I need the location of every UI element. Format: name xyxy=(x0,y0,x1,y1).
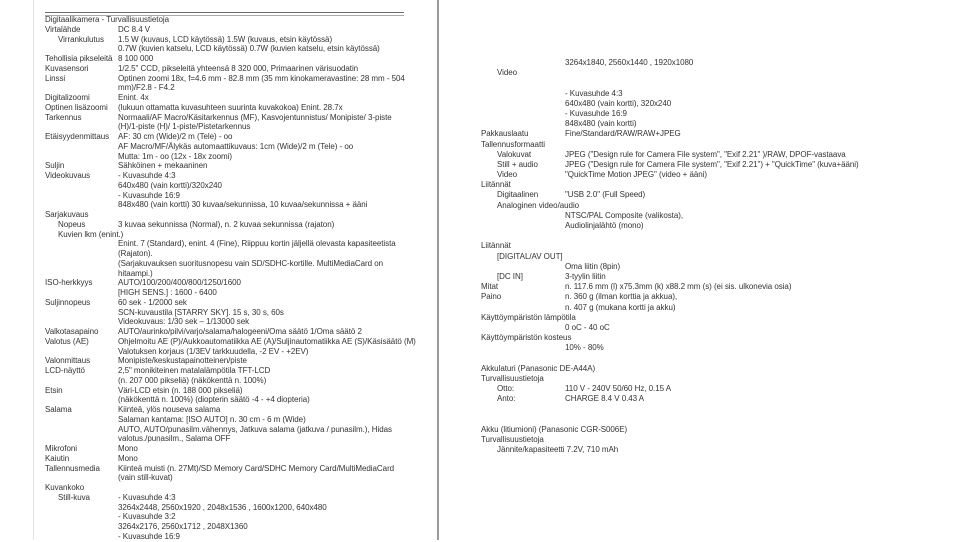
spec-line xyxy=(481,425,956,435)
spec-line xyxy=(481,170,956,180)
spec-label: Optinen lisäzoomi xyxy=(45,102,108,112)
spec-line xyxy=(481,333,956,343)
spec-value: Mutta: 1m - oo (12x - 18x zoomi) xyxy=(118,151,232,161)
spec-value: 3264x2448, 2560x1920 , 2048x1536 , 1600x1200, 640x480 xyxy=(118,502,327,512)
spec-line xyxy=(481,435,956,445)
spec-line xyxy=(45,230,437,240)
spec-value: DC 8.4 V xyxy=(118,24,151,34)
spec-line xyxy=(481,272,956,282)
spec-line xyxy=(45,308,437,318)
spec-line xyxy=(481,313,956,323)
spec-value: 0.7W (kuvien katselu, LCD käytössä) 0.7W (kuvien katselu, etsin käytössä) xyxy=(118,44,380,54)
spec-line xyxy=(481,282,956,292)
spec-value: Normaali/AF Macro/Käsitarkennus (MF), Kasvojentunnistus/ Monipiste/ 3-piste xyxy=(118,112,392,122)
spec-label: ISO-herkkyys xyxy=(45,278,93,288)
spec-line xyxy=(45,356,437,366)
spec-value: Väri-LCD etsin (n. 188 000 pikseliä) xyxy=(118,385,243,395)
spec-value: 8 100 000 xyxy=(118,54,154,63)
spec-line xyxy=(45,395,437,405)
spec-label: LCD-näyttö xyxy=(45,366,85,375)
spec-line xyxy=(45,464,437,474)
spec-line xyxy=(481,221,956,231)
spec-label: Virtalähde xyxy=(45,24,81,34)
spec-line xyxy=(481,58,956,68)
spec-value: SCN-kuvaustila [STARRY SKY]. 15 s, 30 s, 60s xyxy=(118,307,284,317)
spec-label: Digitaalinen xyxy=(497,190,539,200)
spec-value: Kiinteä muisti (n. 27Mt)/SD Memory Card/SDHC Memory Card/MultiMediaCard xyxy=(118,463,395,473)
spec-label: Tallennusformaatti xyxy=(481,139,546,149)
spec-line xyxy=(45,269,437,279)
spec-value: Kiinteä, ylös nouseva salama xyxy=(118,405,221,414)
spec-value: - Kuvasuhde 16:9 xyxy=(118,531,180,541)
spec-label: Kaiutin xyxy=(45,453,70,463)
spec-value: NTSC/PAL Composite (valikosta), xyxy=(565,210,684,220)
spec-line xyxy=(481,404,956,414)
spec-label: Jännite/kapasiteetti 7.2V, 710 mAh xyxy=(497,445,619,455)
spec-label: Kuvankoko xyxy=(45,483,85,492)
spec-value: Fine/Standard/RAW/RAW+JPEG xyxy=(565,129,681,139)
spec-line xyxy=(45,278,437,288)
spec-label: [DIGITAL/AV OUT] xyxy=(497,251,563,261)
spec-line xyxy=(45,376,437,386)
spec-value: (näkökenttä n. 100%) (diopterin säätö -4 - +4 diopteria) xyxy=(118,395,310,405)
spec-label: Akkulaturi (Panasonic DE-A44A) xyxy=(481,363,596,373)
spec-value: (H)/1-piste (H)/ 1-piste/Pistetarkennus xyxy=(118,122,251,132)
spec-label: Mitat xyxy=(481,282,499,292)
spec-line xyxy=(45,191,437,201)
spec-value: n. 360 g (ilman korttia ja akkua), xyxy=(565,292,678,302)
spec-value: 3 kuvaa sekunnissa (Normal), n. 2 kuvaa sekunnissa (rajaton) xyxy=(118,219,335,229)
spec-line xyxy=(45,288,437,298)
spec-value: valotus./punasilm., Salama OFF xyxy=(118,434,231,444)
spec-value: 3264x2176, 2560x1712 , 2048X1360 xyxy=(118,522,248,531)
spec-line xyxy=(45,142,437,152)
spec-label: Video xyxy=(497,170,518,180)
spec-line xyxy=(45,15,437,25)
spec-label: Valotus (AE) xyxy=(45,336,89,346)
spec-label: Liitännät xyxy=(481,180,511,190)
spec-label: Virrankulutus xyxy=(58,34,104,44)
spec-value: "QuickTime Motion JPEG" (video + ääni) xyxy=(565,170,707,180)
spec-line xyxy=(45,386,437,396)
spec-line xyxy=(45,415,437,425)
spec-line xyxy=(45,347,437,357)
spec-value: 3-tyylin liitin xyxy=(565,271,606,281)
spec-value: n. 407 g (mukana kortti ja akku) xyxy=(565,302,676,312)
spec-line xyxy=(481,78,956,88)
spec-line xyxy=(45,181,437,191)
spec-value: 110 V - 240V 50/60 Hz, 0.15 A xyxy=(565,384,672,393)
spec-label: Video xyxy=(497,68,518,78)
spec-value: Videokuvaus: 1/30 sek – 1/13000 sek xyxy=(118,317,250,327)
spec-value: AUTO/aurinko/pilvi/varjo/salama/halogeeni/Oma säätö 1/Oma säätö 2 xyxy=(118,327,362,336)
spec-value: AUTO, AUTO/punasilm.vähennys, Jatkuva salama (jatkuva / punasilm.), Hidas xyxy=(118,424,392,434)
spec-line xyxy=(45,425,437,435)
spec-value: Valotuksen korjaus (1/3EV tarkkuudella, -2 EV - +2EV) xyxy=(118,346,309,356)
spec-value: 640x480 (vain kortti), 320x240 xyxy=(565,98,672,108)
spec-label: Tallennusmedia xyxy=(45,463,100,473)
spec-label: Valonmittaus xyxy=(45,356,91,366)
spec-value: n. 117.6 mm (l) x75.3mm (k) x88.2 mm (s) (ei sis. ulkonevia osia) xyxy=(565,282,792,292)
spec-value: Sähköinen + mekaaninen xyxy=(118,161,208,171)
spec-value: AUTO/100/200/400/800/1250/1600 xyxy=(118,278,241,288)
spec-label: Tehollisia pikseleitä xyxy=(45,54,113,63)
spec-label: Valkotasapaino xyxy=(45,327,99,336)
spec-value: 848x480 (vain kortti) 30 kuvaa/sekunnissa, 10 kuvaa/sekunnissa + ääni xyxy=(118,200,368,210)
spec-line xyxy=(481,119,956,129)
spec-label: Digitaalikamera - Turvallisuustietoja xyxy=(45,15,169,24)
spec-value: Optinen zoomi 18x, f=4.6 mm - 82.8 mm (35 mm kinokameravastine: 28 mm - 504 xyxy=(118,73,405,83)
spec-label: Suljin xyxy=(45,161,65,171)
spec-label: Kuvien lkm (enint.) xyxy=(58,229,124,239)
spec-line xyxy=(45,473,437,483)
spec-line xyxy=(45,239,437,249)
spec-line xyxy=(481,262,956,272)
spec-line xyxy=(481,140,956,150)
spec-line xyxy=(481,343,956,353)
spec-line xyxy=(45,532,437,542)
spec-line xyxy=(45,44,437,54)
spec-label: Valokuvat xyxy=(497,149,532,159)
spec-value: 3264x1840, 2560x1440 , 1920x1080 xyxy=(565,58,694,67)
spec-line xyxy=(45,113,437,123)
spec-line xyxy=(45,493,437,503)
spec-value: Monipiste/keskustapainotteinen/piste xyxy=(118,356,247,366)
spec-label: Pakkauslaatu xyxy=(481,129,529,139)
spec-line xyxy=(481,109,956,119)
spec-label: Still + audio xyxy=(497,159,538,169)
spec-line xyxy=(45,434,437,444)
spec-label: Tarkennus xyxy=(45,112,82,122)
spec-line xyxy=(45,503,437,513)
spec-value: 1/2.5" CCD, pikseleitä yhteensä 8 320 000, Primaarinen värisuodatin xyxy=(118,63,359,73)
spec-line xyxy=(45,298,437,308)
spec-label: Etäisyydenmittaus xyxy=(45,132,110,141)
spec-value: 640x480 (vain kortti)/320x240 xyxy=(118,180,222,190)
spec-line xyxy=(45,200,437,210)
spec-value: [HIGH SENS.] : 1600 - 6400 xyxy=(118,288,217,297)
spec-line xyxy=(45,366,437,376)
spec-line xyxy=(481,415,956,425)
spec-value: JPEG ("Design rule for Camera File system", "Exif 2.21") + "QuickTime" (kuva+ääni) xyxy=(565,159,859,169)
spec-value: (Sarjakuvauksen suoritusnopesu vain SD/SDHC-kortille. MultiMediaCard on xyxy=(118,258,384,268)
spec-page-2 xyxy=(481,58,956,455)
spec-value: (vain still-kuvat) xyxy=(118,473,173,483)
spec-line xyxy=(45,405,437,415)
spec-label: Käyttöympäristön lämpötila xyxy=(481,312,576,322)
spec-value: - Kuvasuhde 16:9 xyxy=(565,108,627,118)
spec-line xyxy=(45,317,437,327)
spec-label: Kuvasensori xyxy=(45,63,89,73)
spec-label: Suljinnopeus xyxy=(45,297,91,307)
spec-line xyxy=(45,512,437,522)
spec-line xyxy=(481,99,956,109)
spec-label: Still-kuva xyxy=(58,492,90,502)
spec-value: (n. 207 000 pikseliä) (näkökenttä n. 100%) xyxy=(118,375,267,385)
spec-line xyxy=(481,211,956,221)
spec-line xyxy=(481,353,956,363)
spec-value: - Kuvasuhde 4:3 xyxy=(118,171,176,180)
spec-value: CHARGE 8.4 V 0.43 A xyxy=(565,394,645,404)
spec-label: Turvallisuustietoja xyxy=(481,373,544,383)
spec-line xyxy=(481,89,956,99)
spec-line xyxy=(481,445,956,455)
spec-value: - Kuvasuhde 3:2 xyxy=(118,512,176,522)
spec-value: 60 sek - 1/2000 sek xyxy=(118,297,187,307)
spec-label: Paino xyxy=(481,292,502,302)
spec-line xyxy=(45,132,437,142)
spec-label: [DC IN] xyxy=(497,271,523,281)
spec-label: Turvallisuustietoja xyxy=(481,434,544,444)
spec-value: "USB 2.0" (Full Speed) xyxy=(565,190,646,200)
spec-value: Oma liitin (8pin) xyxy=(565,261,621,271)
spec-line xyxy=(45,337,437,347)
spec-line xyxy=(45,64,437,74)
spec-line xyxy=(481,201,956,211)
spec-value: AF: 30 cm (Wide)/2 m (Tele) - oo xyxy=(118,132,233,141)
spec-line xyxy=(45,220,437,230)
spec-label: Nopeus xyxy=(58,219,86,229)
spec-line xyxy=(481,129,956,139)
spec-line xyxy=(45,93,437,103)
spec-value: 848x480 (vain kortti) xyxy=(565,119,637,129)
spec-value: 1.5 W (kuvaus, LCD käytössä) 1.5W (kuvaus, etsin käytössä) xyxy=(118,34,333,44)
spec-label: Anto: xyxy=(497,394,516,404)
spec-line xyxy=(481,323,956,333)
spec-value: 10% - 80% xyxy=(565,343,604,353)
spec-value: Mono xyxy=(118,444,138,453)
spec-value: Salaman kantama: [ISO AUTO] n. 30 cm - 6 m (Wide) xyxy=(118,414,306,424)
spec-line xyxy=(481,231,956,241)
spec-label: Etsin xyxy=(45,385,63,395)
spec-line xyxy=(45,161,437,171)
spec-value: - Kuvasuhde 16:9 xyxy=(118,190,180,200)
spec-label: Videokuvaus xyxy=(45,171,91,180)
spec-line xyxy=(481,190,956,200)
spec-line xyxy=(45,171,437,181)
spec-label: Sarjakuvaus xyxy=(45,210,89,219)
spec-line xyxy=(45,259,437,269)
spec-line xyxy=(45,83,437,93)
spec-label: Otto: xyxy=(497,384,515,393)
spec-label: Käyttöympäristön kosteus xyxy=(481,333,572,343)
spec-value: Ohjelmoitu AE (P)/Aukkoautomatiikka AE (A)/Suljinautomatiikka AE (S)/Käsisäätö (M) xyxy=(118,336,416,346)
spec-value: (Rajaton). xyxy=(118,249,153,258)
spec-value: Mono xyxy=(118,453,138,463)
spec-line xyxy=(45,152,437,162)
spec-line xyxy=(45,122,437,132)
spec-line xyxy=(481,384,956,394)
spec-value: 0 oC - 40 oC xyxy=(565,322,610,332)
spec-label: Liitännät xyxy=(481,241,511,251)
spec-label: Salama xyxy=(45,405,72,414)
spec-label: Mikrofoni xyxy=(45,444,78,453)
spec-value: AF Macro/MF/Älykäs automaattikuvaus: 1cm (Wide)/2 m (Tele) - oo xyxy=(118,141,354,151)
spec-value: Enint. 7 (Standard), enint. 4 (Fine), Riippuu kortin jäljellä olevasta kapasiteetista xyxy=(118,239,396,249)
page-left-edge xyxy=(33,0,34,540)
spec-value: JPEG ("Design rule for Camera File system", "Exif 2.21" )/RAW, DPOF-vastaava xyxy=(565,149,846,159)
spec-value: - Kuvasuhde 4:3 xyxy=(118,492,176,502)
spec-label: Digitalizoomi xyxy=(45,93,90,102)
spec-line xyxy=(45,103,437,113)
spec-value: mm)/F2.8 - F4.2 xyxy=(118,83,175,93)
spec-line xyxy=(481,68,956,78)
spec-line xyxy=(481,292,956,302)
spec-line xyxy=(481,374,956,384)
spec-line xyxy=(481,364,956,374)
spec-line xyxy=(45,249,437,259)
spec-line xyxy=(45,454,437,464)
spec-line xyxy=(45,25,437,35)
spec-value: - Kuvasuhde 4:3 xyxy=(565,88,623,98)
spec-value: 2,5" monikiteinen matalalämpötila TFT-LCD xyxy=(118,366,271,375)
spec-line xyxy=(45,74,437,84)
spec-line xyxy=(481,241,956,251)
spec-value: Audiolinjalähtö (mono) xyxy=(565,221,644,230)
spec-label: Linssi xyxy=(45,73,66,83)
spec-line xyxy=(45,35,437,45)
spec-value: Enint. 4x xyxy=(118,93,149,102)
spec-line xyxy=(45,327,437,337)
spec-line xyxy=(481,303,956,313)
spec-line xyxy=(481,150,956,160)
spec-value: hitaampi.) xyxy=(118,268,153,278)
spec-line xyxy=(481,252,956,262)
spec-line xyxy=(45,522,437,532)
page-divider xyxy=(437,0,439,540)
spec-page-1 xyxy=(45,15,437,542)
spec-value: (lukuun ottamatta kuvasuhteen suurinta kuvakokoa) Enint. 28.7x xyxy=(118,102,343,112)
spec-line xyxy=(481,180,956,190)
spec-line xyxy=(45,54,437,64)
spec-line xyxy=(45,483,437,493)
spec-line xyxy=(481,160,956,170)
spec-label: Akku (litiumioni) (Panasonic CGR-S006E) xyxy=(481,424,628,434)
spec-line xyxy=(45,210,437,220)
spec-line xyxy=(481,394,956,404)
spec-label: Analoginen video/audio xyxy=(497,200,580,210)
spec-line xyxy=(45,444,437,454)
